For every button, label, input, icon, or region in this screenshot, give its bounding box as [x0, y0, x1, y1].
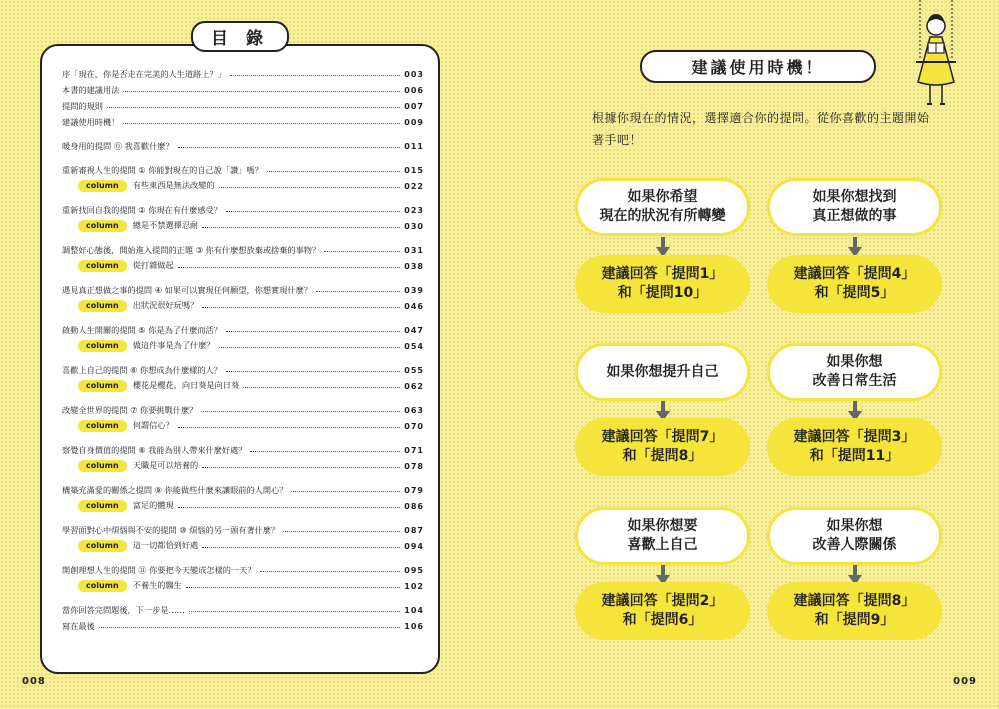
toc-section-gap	[62, 474, 424, 482]
toc-page-number: 106	[404, 621, 424, 631]
recommendation-text: 建議回答「提問2」 和「提問6」	[601, 593, 724, 628]
toc-entry	[62, 202, 424, 218]
toc-entry-title: 暖身用的提問 ⓪ 我喜歡什麼？	[62, 140, 174, 151]
page-number-right: 009	[953, 676, 977, 687]
toc-title: 目 錄	[191, 21, 289, 52]
column-badge: column	[78, 340, 127, 352]
toc-entry-text	[62, 101, 103, 112]
toc-entry-text	[62, 485, 287, 496]
situation-text: 如果你想 改善日常生活	[812, 354, 897, 389]
dot-leader	[260, 571, 401, 572]
toc-page-number: 079	[404, 485, 424, 495]
dot-leader	[230, 75, 401, 76]
dot-leader	[291, 491, 400, 492]
dot-leader	[201, 411, 400, 412]
girl-reading-on-swing-illustration	[908, 0, 964, 110]
situation-text: 如果你想 改善人際關係	[812, 518, 897, 553]
column-badge: column	[78, 180, 127, 192]
column-badge: column	[78, 220, 127, 232]
down-arrow-icon	[848, 237, 862, 257]
toc-page-number: 055	[404, 365, 424, 375]
toc-page-number: 095	[404, 565, 424, 575]
toc-section-gap	[62, 394, 424, 402]
toc-column-entry	[62, 258, 424, 274]
dot-leader	[107, 107, 400, 108]
intro-text: 根據你現在的情況，選擇適合你的提問。從你喜歡的主題開始著手吧！	[592, 111, 930, 147]
toc-entry-text	[62, 621, 95, 632]
situation-text: 如果你想要 喜歡上自己	[627, 518, 698, 553]
toc-page-number: 006	[404, 85, 424, 95]
toc-entry-text	[62, 205, 222, 216]
toc-section-gap	[62, 194, 424, 202]
toc-entry	[62, 618, 424, 634]
toc-page-number: 003	[404, 69, 424, 79]
toc-entry-text	[62, 300, 198, 312]
toc-entry	[62, 602, 424, 618]
toc-entry-title: 出狀況很好玩嗎？	[132, 300, 199, 310]
toc-entry	[62, 522, 424, 538]
toc-page-number: 039	[404, 285, 424, 295]
toc-column-entry	[62, 298, 424, 314]
toc-section-gap	[62, 234, 424, 242]
toc-entry-title: 本書的建議用法	[62, 84, 120, 95]
dot-leader	[226, 211, 400, 212]
toc-entry-title: 學習面對心中煩惱與不安的提問 ⑩ 煩惱的另一頭有著什麼？	[62, 524, 280, 535]
toc-column-entry	[62, 218, 424, 234]
toc-entry-text	[62, 420, 174, 432]
toc-entry-title: 這一切都恰到好處	[132, 540, 199, 550]
toc-entry-title: 構築充滿愛的關係之提問 ⑨ 你能做些什麼來讓眼前的人開心？	[62, 484, 288, 495]
column-badge: column	[78, 260, 127, 272]
toc-section-gap	[62, 274, 424, 282]
toc-page-number: 070	[404, 421, 424, 431]
toc-entry-title: 建議使用時機！	[62, 116, 120, 127]
toc-page-number: 031	[404, 245, 424, 255]
recommendation-text: 建議回答「提問1」 和「提問10」	[601, 266, 724, 301]
dot-leader	[226, 331, 400, 332]
recommendation-text: 建議回答「提問8」 和「提問9」	[793, 593, 916, 628]
dot-leader	[178, 147, 401, 148]
toc-page-number: 038	[404, 261, 424, 271]
toc-entry	[62, 242, 424, 258]
toc-entry-text	[62, 117, 119, 128]
dot-leader	[267, 171, 400, 172]
toc-column-entry	[62, 458, 424, 474]
dot-leader	[202, 307, 400, 308]
toc-entry-title: 開創理想人生的提問 ⑪ 你要把今天變成怎樣的一天？	[62, 564, 256, 575]
toc-section-gap	[62, 130, 424, 138]
toc-page-number: 063	[404, 405, 424, 415]
recommendation-text: 建議回答「提問4」 和「提問5」	[793, 266, 916, 301]
toc-entry	[62, 362, 424, 378]
toc-page-number: 102	[404, 581, 424, 591]
recommendation-box-1	[575, 255, 750, 313]
column-badge: column	[78, 580, 127, 592]
toc-entry-title: 總是不禁選擇忍耐	[132, 220, 199, 230]
toc-entry-title: 啟動人生開關的提問 ⑤ 你是為了什麼而活？	[62, 324, 222, 335]
toc-entry-title: 遇見真正想做之事的提問 ④ 如果可以實現任何願望，你想實現什麼？	[62, 284, 312, 295]
toc-entry	[62, 114, 424, 130]
toc-entry-text	[62, 220, 198, 232]
toc-page-number: 022	[404, 181, 424, 191]
toc-entry	[62, 98, 424, 114]
toc-entry-title: 從打雜做起	[132, 260, 174, 270]
dot-leader	[186, 587, 400, 588]
toc-entry-title: 重新審視人生的提問 ① 你能對現在的自己說「讚」嗎？	[62, 164, 263, 175]
situation-text: 如果你希望 現在的狀況有所轉變	[599, 189, 726, 224]
toc-page-number: 086	[404, 501, 424, 511]
toc-entry	[62, 442, 424, 458]
toc-entry-text	[62, 340, 215, 352]
toc-page-number: 094	[404, 541, 424, 551]
toc-entry-title: 富足的體現	[132, 500, 174, 510]
dot-leader	[226, 371, 400, 372]
toc-page-number: 009	[404, 117, 424, 127]
toc-entry-title: 察覺自身價值的提問 ⑧ 我能為別人帶來什麼好處？	[62, 444, 247, 455]
toc-column-entry	[62, 378, 424, 394]
toc-entry-title: 寫在最後	[62, 620, 95, 631]
toc-entry-title: 重新找回自我的提問 ② 你現在有什麼感受？	[62, 204, 222, 215]
dot-leader	[202, 467, 400, 468]
toc-entry-title: 天職是可以培養的	[132, 460, 199, 470]
dot-leader	[189, 611, 400, 612]
toc-entry-title: 序「現在，你是否走在完美的人生道路上？」	[62, 68, 226, 79]
toc-section-gap	[62, 554, 424, 562]
toc-section-gap	[62, 434, 424, 442]
situation-box-4	[767, 343, 942, 401]
dot-leader	[202, 227, 400, 228]
toc-entry-title: 喜歡上自己的提問 ⑥ 你想成為什麼樣的人？	[62, 364, 222, 375]
toc-page-number: 015	[404, 165, 424, 175]
dot-leader	[243, 387, 400, 388]
toc-column-entry	[62, 538, 424, 554]
toc-section-gap	[62, 314, 424, 322]
toc-entry-text	[62, 540, 198, 552]
dot-leader	[123, 123, 400, 124]
toc-entry	[62, 322, 424, 338]
toc-entry-text	[62, 580, 182, 592]
dot-leader	[178, 267, 401, 268]
usage-timing-banner: 建議使用時機！	[640, 50, 876, 83]
toc-column-entry	[62, 418, 424, 434]
toc-panel	[40, 44, 440, 674]
recommendation-text: 建議回答「提問7」 和「提問8」	[601, 429, 724, 464]
toc-page-number: 030	[404, 221, 424, 231]
toc-entry-text	[62, 380, 239, 392]
column-badge: column	[78, 460, 127, 472]
recommendation-box-6	[767, 582, 942, 640]
toc-column-entry	[62, 178, 424, 194]
toc-entry-title: 提問的規則	[62, 100, 103, 111]
toc-entry-text	[62, 500, 174, 512]
toc-entry	[62, 402, 424, 418]
toc-page-number: 054	[404, 341, 424, 351]
down-arrow-icon	[656, 237, 670, 257]
recommendation-box-5	[575, 582, 750, 640]
toc-entry-text	[62, 325, 222, 336]
toc-entry	[62, 562, 424, 578]
toc-page-number: 023	[404, 205, 424, 215]
toc-entry-title: 改變全世界的提問 ⑦ 你要挑戰什麼？	[62, 404, 198, 415]
toc-entry-text	[62, 85, 119, 96]
toc-entry-text	[62, 69, 226, 80]
toc-column-entry	[62, 578, 424, 594]
toc-column-entry	[62, 338, 424, 354]
toc-entry-text	[62, 180, 215, 192]
toc-entry-text	[62, 245, 320, 256]
column-badge: column	[78, 420, 127, 432]
dot-leader	[99, 627, 401, 628]
toc-list	[62, 66, 424, 634]
dot-leader	[178, 507, 401, 508]
dot-leader	[219, 187, 401, 188]
toc-section-gap	[62, 514, 424, 522]
toc-entry-text	[62, 165, 263, 176]
column-badge: column	[78, 300, 127, 312]
toc-page-number: 011	[404, 141, 424, 151]
toc-entry-text	[62, 460, 198, 472]
toc-entry-text	[62, 285, 312, 296]
situation-box-6	[767, 507, 942, 565]
situation-text: 如果你想找到 真正想做的事	[812, 189, 897, 224]
dot-leader	[178, 427, 401, 428]
dot-leader	[202, 547, 400, 548]
column-badge: column	[78, 380, 127, 392]
page-number-left: 008	[22, 676, 46, 687]
recommendation-box-2	[767, 255, 942, 313]
situation-box-3	[575, 343, 750, 401]
toc-page-number: 071	[404, 445, 424, 455]
dot-leader	[316, 291, 400, 292]
toc-entry-title: 做這件事是為了什麼？	[132, 340, 215, 350]
column-badge: column	[78, 540, 127, 552]
toc-page-number: 007	[404, 101, 424, 111]
toc-entry	[62, 82, 424, 98]
toc-page-number: 046	[404, 301, 424, 311]
toc-entry-title: 何謂信心？	[132, 420, 174, 430]
toc-entry	[62, 282, 424, 298]
dot-leader	[219, 347, 401, 348]
toc-entry	[62, 162, 424, 178]
recommendation-box-3	[575, 418, 750, 476]
toc-entry	[62, 66, 424, 82]
toc-section-gap	[62, 594, 424, 602]
toc-section-gap	[62, 154, 424, 162]
toc-entry-title: 有些東西是無法改變的	[132, 180, 215, 190]
toc-page-number: 078	[404, 461, 424, 471]
toc-entry	[62, 482, 424, 498]
toc-entry-title: 當你回答完問題後，下一步是……	[62, 604, 185, 615]
recommendation-text: 建議回答「提問3」 和「提問11」	[793, 429, 916, 464]
toc-section-gap	[62, 354, 424, 362]
situation-text: 如果你想提升自己	[606, 363, 719, 380]
toc-entry-text	[62, 565, 256, 576]
toc-entry-title: 櫻花是櫻花，向日葵是向日葵	[132, 380, 240, 390]
situation-box-1	[575, 178, 750, 236]
toc-page-number: 047	[404, 325, 424, 335]
toc-entry-text	[62, 141, 174, 152]
toc-entry-text	[62, 405, 197, 416]
toc-page-number: 062	[404, 381, 424, 391]
toc-entry	[62, 138, 424, 154]
toc-page-number: 087	[404, 525, 424, 535]
toc-entry-title: 不養生的醫生	[132, 580, 182, 590]
toc-entry-text	[62, 365, 222, 376]
toc-entry-text	[62, 525, 279, 536]
toc-entry-title: 調整好心態後，開始進入提問的正題 ③ 你有什麼想放棄或捨棄的事物？	[62, 244, 321, 255]
column-badge: column	[78, 500, 127, 512]
recommendation-box-4	[767, 418, 942, 476]
toc-page-number: 104	[404, 605, 424, 615]
dot-leader	[123, 91, 400, 92]
dot-leader	[324, 251, 400, 252]
situation-box-5	[575, 507, 750, 565]
toc-entry-text	[62, 260, 174, 272]
toc-column-entry	[62, 498, 424, 514]
toc-entry-text	[62, 605, 185, 616]
toc-entry-text	[62, 445, 246, 456]
dot-leader	[283, 531, 400, 532]
situation-box-2	[767, 178, 942, 236]
dot-leader	[250, 451, 400, 452]
